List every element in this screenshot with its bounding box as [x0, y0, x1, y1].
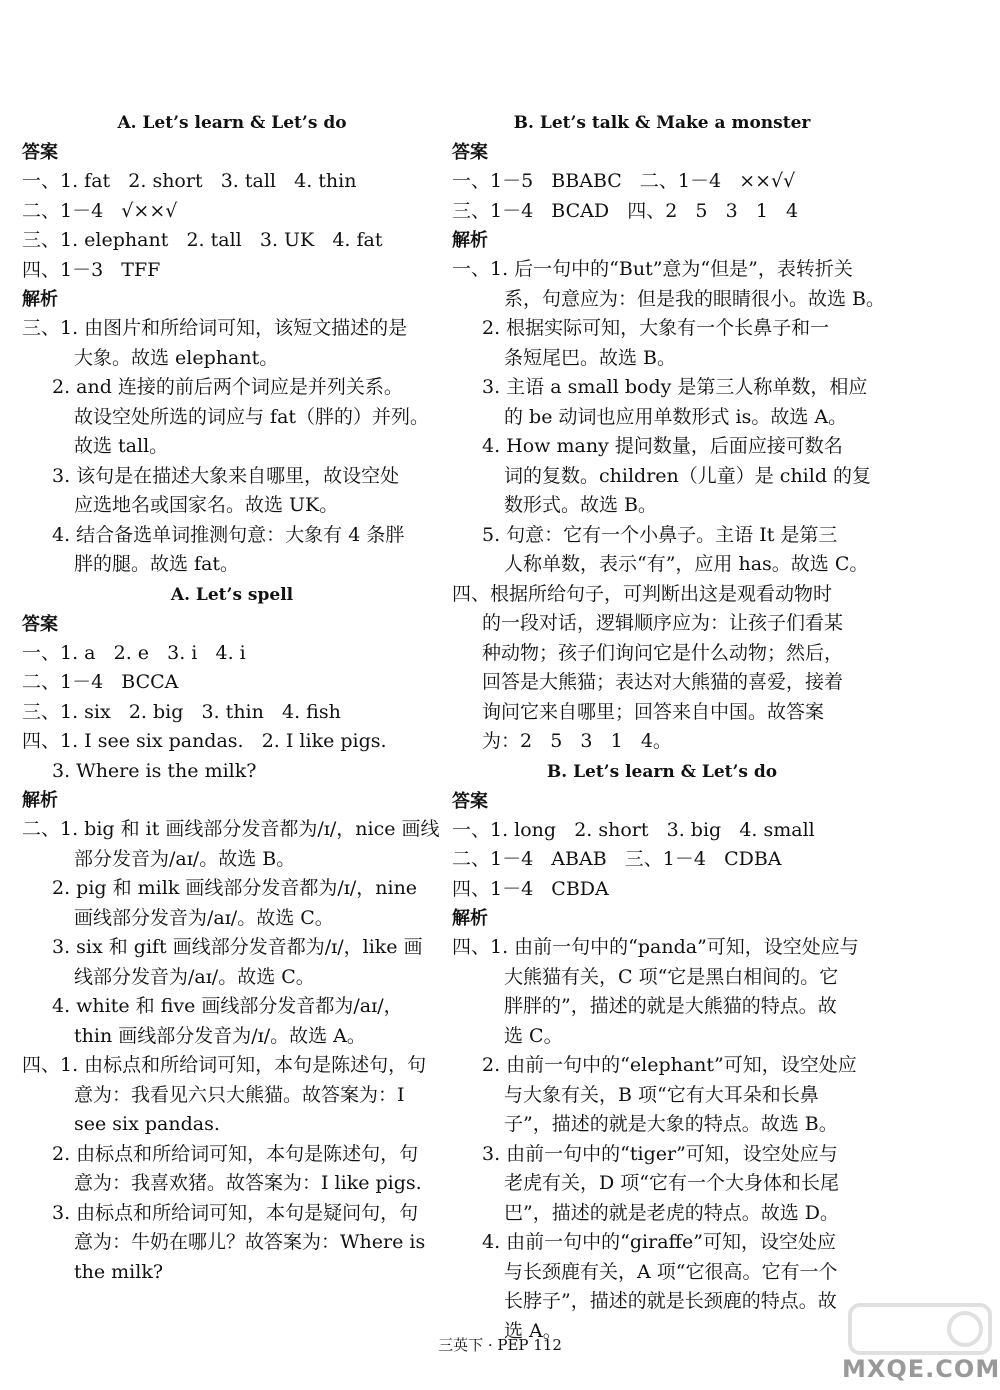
answer-list	[22, 639, 442, 787]
text-line: 2. 由标点和所给词可知，本句是陈述句，句	[52, 1142, 419, 1165]
section-title: A. Let’s learn & Let’s do	[117, 113, 347, 133]
text-line: 线部分发音为/aɪ/。故选 C。	[74, 965, 315, 988]
answer-list	[22, 167, 442, 285]
text-line: 三、1. six 2. big 3. thin 4. fish	[22, 700, 341, 723]
answer-label: 答案	[22, 142, 58, 163]
text-line: 四、1. I see six pandas. 2. I like pigs.	[22, 730, 387, 752]
text-line: 3. 该句是在描述大象来自哪里，故设空处	[52, 464, 400, 487]
text-line: thin 画线部分发音为/ɪ/。故选 A。	[74, 1024, 366, 1047]
text-line: 3. six 和 gift 画线部分发音都为/ɪ/，like 画	[52, 936, 423, 958]
text-line: 4. 结合备选单词推测句意：大象有 4 条胖	[52, 523, 405, 546]
text-line: 2. 由前一句中的“elephant”可知，设空处应	[482, 1054, 857, 1076]
analysis-list	[452, 255, 886, 757]
text-line: 四、1. 由前一句中的“panda”可知，设空处应与	[452, 936, 859, 958]
text-line: 与长颈鹿有关，A 项“它很高。它有一个	[504, 1260, 838, 1283]
text-line: 长脖子”，描述的就是长颈鹿的特点。故	[504, 1290, 837, 1312]
answer-list	[452, 816, 872, 905]
text-line: 三、1. elephant 2. tall 3. UK 4. fat	[22, 229, 383, 251]
analysis-list	[22, 815, 442, 1287]
text-line: 2. pig 和 milk 画线部分发音都为/ɪ/，nine	[52, 877, 418, 899]
text-line: 一、1－5 BBABC 二、1－4 ××√√	[452, 170, 796, 192]
analysis-list	[452, 933, 872, 1346]
analysis-label: 解析	[452, 908, 488, 929]
analysis-list	[22, 314, 442, 580]
text-line: 4. How many 提问数量，后面应接可数名	[482, 435, 843, 457]
text-line: 一、1. a 2. e 3. i 4. i	[22, 641, 246, 664]
text-line: 数形式。故选 B。	[504, 494, 658, 516]
text-line: 子”，描述的就是大象的特点。故选 B。	[504, 1113, 838, 1135]
text-line: 选 C。	[504, 1024, 563, 1047]
answer-label: 答案	[452, 142, 488, 163]
text-line: 条短尾巴。故选 B。	[504, 346, 677, 369]
text-line: 意为：我看见六只大熊猫。故答案为：I	[74, 1083, 405, 1106]
text-line: 意为：我喜欢猪。故答案为：I like pigs.	[74, 1172, 422, 1194]
text-line: 4. 由前一句中的“giraffe”可知，设空处应	[482, 1231, 836, 1253]
text-line: 人称单数，表示“有”，应用 has。故选 C。	[504, 553, 869, 575]
text-line: 四、1－3 TFF	[22, 258, 161, 281]
text-line: 四、1－4 CBDA	[452, 877, 609, 900]
text-line: the milk?	[74, 1260, 164, 1283]
section-title: B. Let’s learn & Let’s do	[546, 761, 778, 782]
text-line: 3. 由标点和所给词可知，本句是疑问句，句	[52, 1201, 419, 1224]
text-line: 回答是大熊猫；表达对大熊猫的喜爱，接着	[482, 671, 844, 693]
analysis-label: 解析	[452, 230, 488, 251]
section-title: A. Let’s spell	[170, 584, 294, 605]
text-line: 故设空处所选的词应与 fat（胖的）并列。	[74, 405, 430, 428]
text-line: 3. 由前一句中的“tiger”可知，设空处应与	[482, 1142, 838, 1165]
text-line: 故选 tall。	[74, 435, 169, 457]
right-column	[452, 108, 886, 1346]
text-line: 询问它来自哪里；回答来自中国。故答案	[482, 700, 825, 723]
text-line: 二、1－4 ABAB 三、1－4 CDBA	[452, 848, 782, 870]
text-line: 选 A。	[504, 1319, 562, 1342]
text-line: 5. 句意：它有一个小鼻子。主语 It 是第三	[482, 523, 838, 546]
text-line: 三、1. 由图片和所给词可知，该短文描述的是	[22, 317, 408, 339]
section-title: B. Let’s talk & Make a monster	[513, 113, 811, 133]
text-line: 应选地名或国家名。故选 UK。	[74, 494, 339, 516]
text-line: 的一段对话，逻辑顺序应为：让孩子们看某	[482, 612, 844, 634]
text-line: 大象。故选 elephant。	[74, 346, 279, 369]
text-line: 4. white 和 five 画线部分发音都为/aɪ/，	[52, 995, 403, 1017]
text-line: 与大象有关，B 项“它有大耳朵和长鼻	[504, 1083, 819, 1106]
analysis-label: 解析	[22, 289, 58, 310]
text-line: 四、根据所给句子，可判断出这是观看动物时	[452, 582, 833, 605]
page-footer: 三英下 · PEP 112	[438, 1336, 562, 1354]
text-line: 胖胖的”，描述的就是大熊猫的特点。故	[504, 995, 837, 1017]
text-line: 老虎有关，D 项“它有一个大身体和长尾	[504, 1172, 839, 1194]
text-line: 词的复数。children（儿童）是 child 的复	[504, 464, 872, 487]
text-line: 为：2 5 3 1 4。	[482, 730, 672, 752]
text-line: 二、1. big 和 it 画线部分发音都为/ɪ/，nice 画线	[22, 818, 440, 840]
text-line: 四、1. 由标点和所给词可知，本句是陈述句，句	[22, 1054, 427, 1076]
left-column	[22, 108, 442, 1287]
answer-label: 答案	[22, 613, 58, 635]
answer-label: 答案	[452, 790, 488, 812]
watermark-text: MXQE.COM	[842, 1355, 1000, 1383]
text-line: 巴”，描述的就是老虎的特点。故选 D。	[504, 1201, 839, 1224]
text-line: 3. 主语 a small body 是第三人称单数，相应	[482, 376, 868, 398]
text-line: 胖的腿。故选 fat。	[74, 553, 240, 575]
text-line: 种动物；孩子们询问它是什么动物；然后，	[482, 641, 844, 664]
text-line: 2. and 连接的前后两个词应是并列关系。	[52, 376, 403, 398]
text-line: 意为：牛奶在哪儿？故答案为：Where is	[74, 1231, 426, 1253]
text-line: 画线部分发音为/aɪ/。故选 C。	[74, 906, 334, 929]
text-line: 三、1－4 BCAD 四、2 5 3 1 4	[452, 199, 799, 222]
text-line: 一、1. fat 2. short 3. tall 4. thin	[22, 170, 357, 192]
text-line: 系，句意应为：但是我的眼睛很小。故选 B。	[504, 287, 886, 310]
text-line: see six pandas.	[74, 1113, 220, 1135]
text-line: 部分发音为/aɪ/。故选 B。	[74, 847, 296, 870]
answer-list	[452, 167, 872, 226]
analysis-label: 解析	[22, 790, 58, 811]
text-line: 2. 根据实际可知，大象有一个长鼻子和一	[482, 317, 830, 339]
text-line: 一、1. 后一句中的“But”意为“但是”，表转折关	[452, 258, 853, 280]
text-line: 一、1. long 2. short 3. big 4. small	[452, 818, 815, 841]
text-line: 大熊猫有关，C 项“它是黑白相间的。它	[504, 965, 839, 988]
text-line: 的 be 动词也应用单数形式 is。故选 A。	[504, 405, 848, 428]
text-line: 二、1－4 BCCA	[22, 671, 179, 693]
text-line: 二、1－4 √××√	[22, 199, 178, 222]
text-line: 3. Where is the milk?	[52, 759, 257, 782]
